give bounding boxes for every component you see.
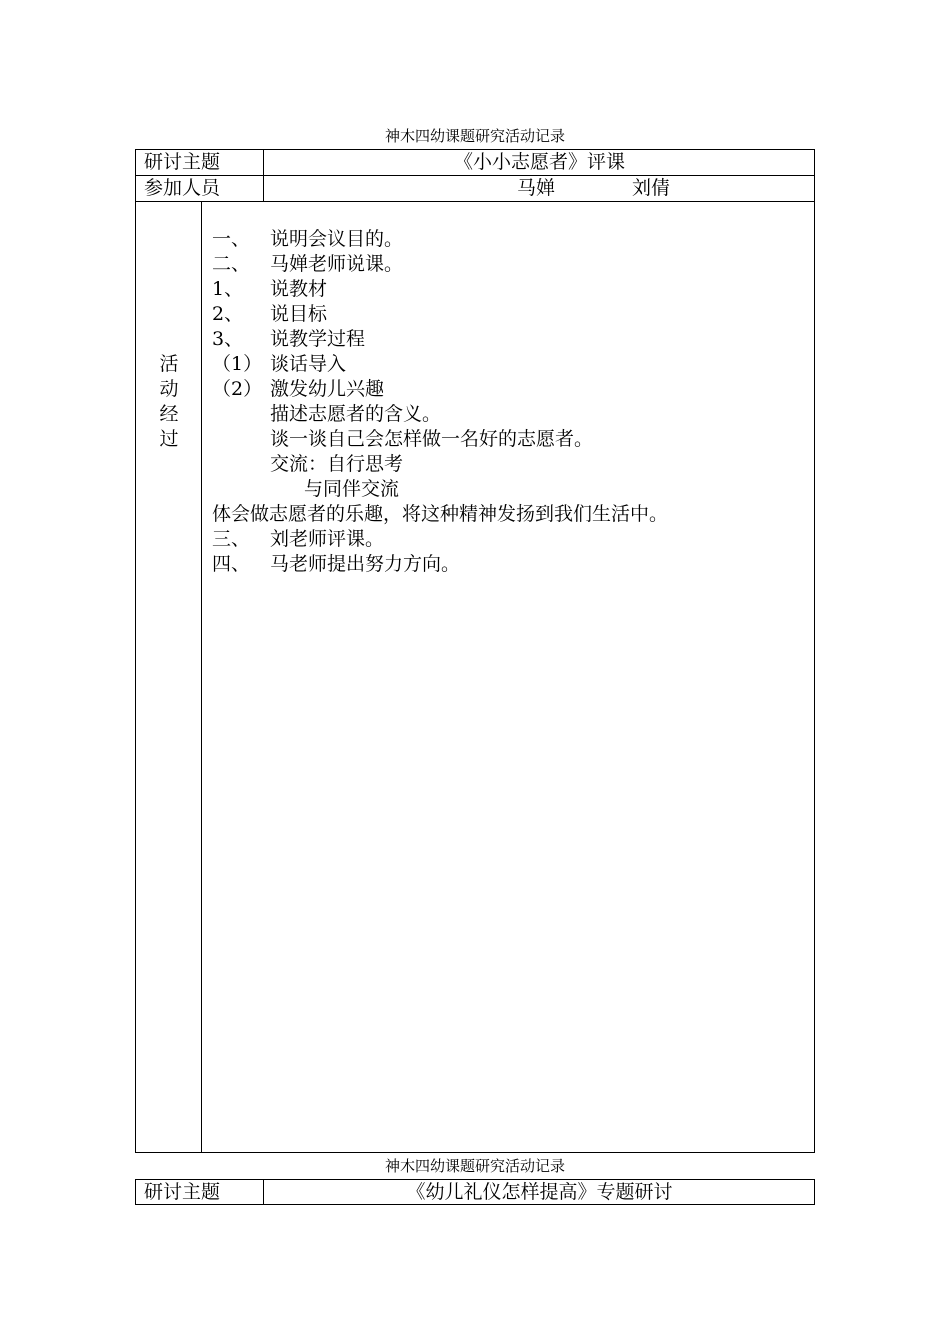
process-row <box>135 202 815 1153</box>
process-line: 体会做志愿者的乐趣，将这种精神发扬到我们生活中。 <box>212 503 669 525</box>
participant-name: 马婵 <box>517 177 556 199</box>
process-line: 谈一谈自己会怎样做一名好的志愿者。 <box>270 428 594 450</box>
topic-value: 《小小志愿者》评课 <box>453 151 625 173</box>
topic-row <box>135 149 815 176</box>
process-line: 一、 说明会议目的。 <box>212 228 404 250</box>
process-line: 四、 马老师提出努力方向。 <box>212 553 461 575</box>
process-line: 交流：自行思考 <box>270 453 404 475</box>
topic-label: 研讨主题 <box>136 1180 264 1204</box>
process-line: 二、 马婵老师说课。 <box>212 253 404 275</box>
participants-value <box>265 176 814 201</box>
process-label-char: 经 <box>159 403 179 425</box>
process-label <box>136 202 202 1152</box>
participants-label: 参加人员 <box>136 176 264 201</box>
record-title: 神木四幼课题研究活动记录 <box>384 1157 565 1175</box>
process-line: （2） 激发幼儿兴趣 <box>212 378 385 400</box>
participant-name: 刘倩 <box>632 177 671 199</box>
process-line: 2、 说目标 <box>212 303 328 325</box>
record-title: 神木四幼课题研究活动记录 <box>384 127 565 145</box>
topic-value: 《幼儿礼仪怎样提高》专题研讨 <box>406 1181 673 1203</box>
process-line: 三、 刘老师评课。 <box>212 528 385 550</box>
process-label-char: 过 <box>159 428 179 450</box>
participants-row <box>135 176 815 202</box>
process-line: 与同伴交流 <box>304 478 400 500</box>
process-label-char: 活 <box>159 353 179 375</box>
process-line: 1、 说教材 <box>212 278 328 300</box>
process-line: 描述志愿者的含义。 <box>270 403 442 425</box>
process-label-char: 动 <box>159 378 179 400</box>
process-line: （1） 谈话导入 <box>212 353 347 375</box>
topic-label: 研讨主题 <box>136 150 264 175</box>
process-line: 3、 说教学过程 <box>212 328 366 350</box>
topic-row <box>135 1179 815 1205</box>
